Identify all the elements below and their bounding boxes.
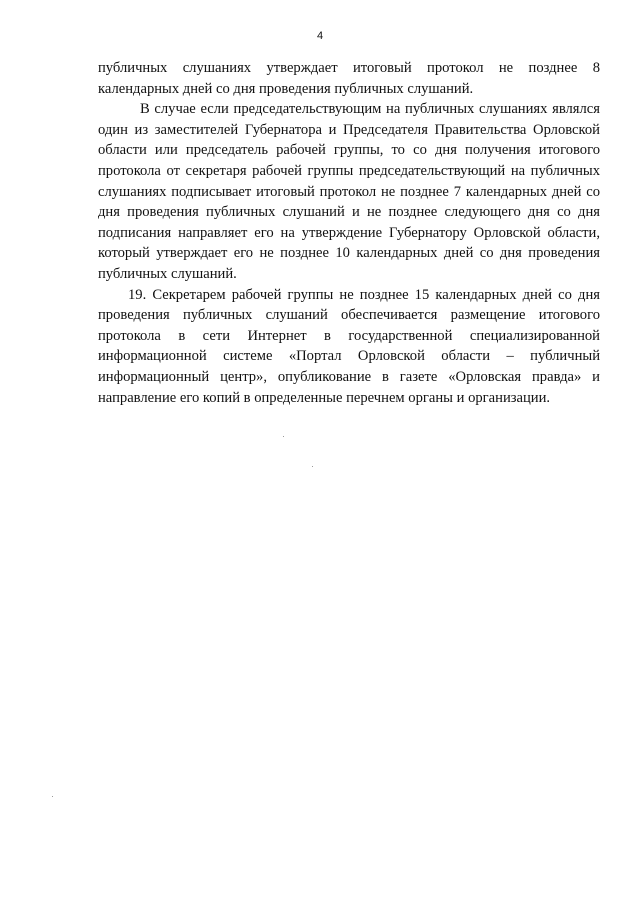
scan-speck [283,436,284,437]
page-number: 4 [316,30,324,42]
paragraph-item-19: 19. Секретарем рабочей группы не позднее 15 календарных дней со дня проведения публичных слушаний обеспечивается размещение итогового протокола в сети Интернет в государственной специализированной информационной системе «Портал Орловской области – публичный информационный центр», опубликование в газете «Орловская правда» и направление его копий в определенные перечнем органы и организации. [98,286,600,406]
scan-speck [312,466,313,467]
document-body [98,58,600,408]
paragraph-continuation: публичных слушаниях утверждает итоговый протокол не позднее 8 календарных дней со дня проведения публичных слушаний. [98,60,600,97]
scan-speck [52,796,53,797]
paragraph-chairman-case: В случае если председательствующим на публичных слушаниях являлся один из заместителей Губернатора и Председателя Правительства Орловской области или председатель рабочей группы, то со дня получения итогового протокола от секретаря рабочей группы председательствующий на публичных слушаниях подписывает итоговый протокол не позднее 7 календарных дней со дня проведения публичных слушаний и не позднее следующего дня со дня подписания направляет его на утверждение Губернатору Орловской области, который утверждает его не позднее 10 календарных дней со дня проведения публичных слушаний. [98,101,600,282]
